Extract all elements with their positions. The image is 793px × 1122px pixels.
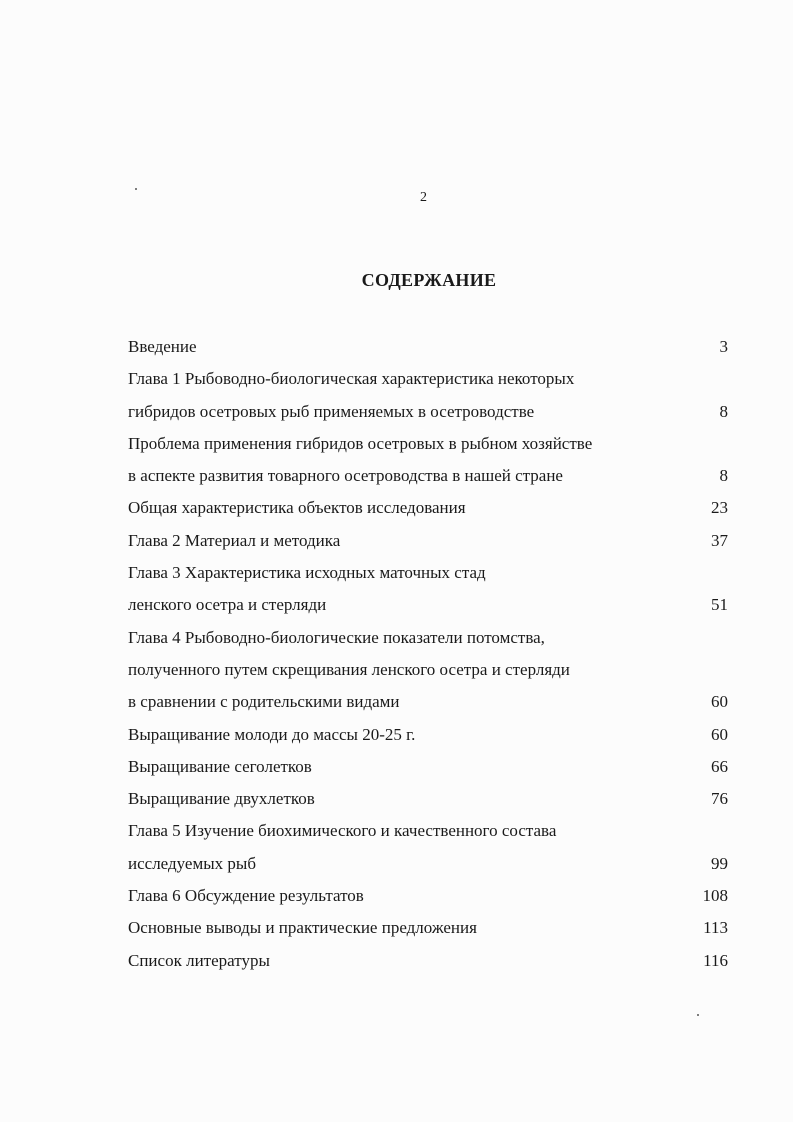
toc-line (128, 366, 728, 398)
toc-page-number: 76 (711, 789, 728, 809)
toc-line (128, 399, 728, 431)
scan-speck (135, 188, 137, 190)
toc-line (128, 948, 728, 980)
toc-entry (128, 560, 728, 625)
toc-line (128, 851, 728, 883)
toc-entry-title: Глава 2 Материал и методика (128, 530, 341, 550)
page-number: 2 (420, 190, 427, 205)
toc-page-number: 108 (702, 886, 728, 906)
toc-line (128, 818, 728, 850)
toc-entry (128, 495, 728, 527)
toc-entry-title: Выращивание сеголетков (128, 756, 312, 776)
toc-entry-title: Глава 6 Обсуждение результатов (128, 886, 364, 906)
toc-page-number: 8 (719, 466, 728, 486)
toc-entry-title: Выращивание двухлетков (128, 789, 315, 809)
toc-page-number: 60 (711, 692, 728, 712)
toc-entry-title: Глава 3 Характеристика исходных маточных стад (128, 563, 486, 583)
toc-page-number: 66 (711, 756, 728, 776)
toc-page-number: 3 (719, 337, 728, 356)
toc-line (128, 722, 728, 754)
page-title: СОДЕРЖАНИЕ (361, 270, 497, 290)
toc-page-number: 113 (703, 918, 728, 938)
toc-entry-title: Глава 5 Изучение биохимического и качественного состава (128, 821, 557, 841)
toc-line (128, 431, 728, 463)
toc-line (128, 625, 728, 657)
toc-line (128, 657, 728, 689)
toc-entry-title: Основные выводы и практические предложения (128, 918, 477, 938)
toc-entry-title: Глава 1 Рыбоводно-биологическая характеристика некоторых (128, 369, 575, 389)
toc-entry-title: в аспекте развития товарного осетроводства в нашей стране (128, 466, 563, 486)
toc-entry-title: Выращивание молоди до массы 20-25 г. (128, 724, 416, 744)
toc-page-number: 60 (711, 724, 728, 744)
toc-page-number: 99 (711, 853, 728, 873)
toc-entry (128, 883, 728, 915)
toc-line (128, 883, 728, 915)
toc-line (128, 592, 728, 624)
toc-entry (128, 786, 728, 818)
toc-page-number: 51 (711, 595, 728, 615)
toc-line (128, 495, 728, 527)
toc-page-number: 23 (711, 498, 728, 518)
toc-entry-title: полученного путем скрещивания ленского осетра и стерляди (128, 659, 570, 679)
scan-speck (697, 1014, 699, 1016)
toc-entry (128, 722, 728, 754)
toc-entry-title: в сравнении с родительскими видами (128, 692, 400, 712)
toc-entry (128, 818, 728, 883)
toc-entry (128, 334, 728, 366)
toc-line (128, 528, 728, 560)
toc-entry (128, 754, 728, 786)
toc-line (128, 786, 728, 818)
toc-entry (128, 431, 728, 496)
toc-entry (128, 915, 728, 947)
toc-entry-title: Общая характеристика объектов исследования (128, 498, 466, 518)
toc-entry (128, 366, 728, 431)
toc-entry (128, 948, 728, 980)
toc-line (128, 915, 728, 947)
toc-entry-title: Список литературы (128, 950, 270, 970)
toc-entry-title: Проблема применения гибридов осетровых в рыбном хозяйстве (128, 433, 593, 453)
toc-entry-title: исследуемых рыб (128, 853, 256, 873)
toc-line (128, 689, 728, 721)
toc-entry-title: Введение (128, 337, 197, 356)
toc-entry-title: Глава 4 Рыбоводно-биологические показатели потомства, (128, 627, 545, 647)
toc-line (128, 754, 728, 786)
toc-line (128, 334, 728, 366)
toc-page-number: 37 (711, 530, 728, 550)
toc-page-number: 8 (719, 401, 728, 421)
toc-entry (128, 625, 728, 722)
toc-page-number: 116 (703, 950, 728, 970)
toc-line (128, 560, 728, 592)
toc-line (128, 463, 728, 495)
table-of-contents (128, 334, 728, 980)
toc-entry-title: гибридов осетровых рыб применяемых в осетроводстве (128, 401, 535, 421)
toc-entry (128, 528, 728, 560)
toc-entry-title: ленского осетра и стерляди (128, 595, 327, 615)
